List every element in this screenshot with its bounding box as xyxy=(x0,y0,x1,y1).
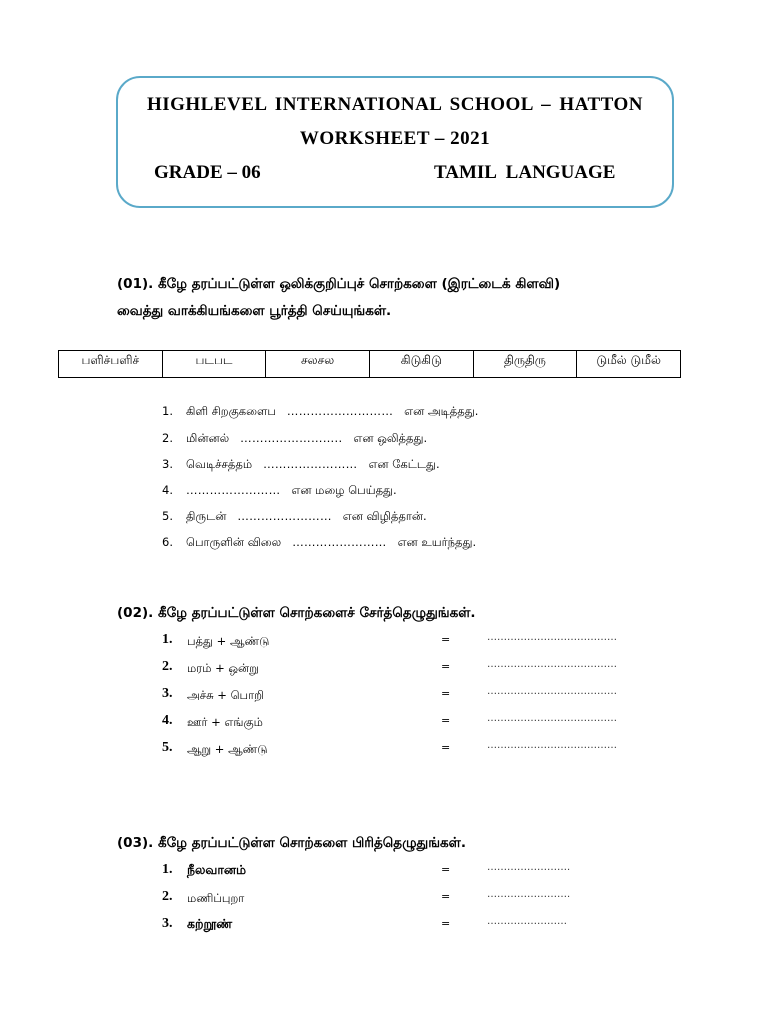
sentence-item xyxy=(162,535,476,551)
blank-dots[interactable]: …………………….. xyxy=(240,431,343,445)
item-word: மணிப்புறா xyxy=(187,891,245,905)
blank-dots[interactable]: …………………… xyxy=(237,509,332,523)
item-number: 3. xyxy=(162,686,173,701)
word-bank-table xyxy=(58,350,681,378)
word-bank-cell: கிடுகிடு xyxy=(369,351,473,378)
q3-heading: (03). கீழே தரப்பட்டுள்ள சொற்களை பிரித்தெழுதுங்கள். xyxy=(117,835,466,851)
equals-sign: = xyxy=(441,890,451,903)
sentence-before: திருடன் xyxy=(186,509,227,523)
answer-blank[interactable]: ……………………. xyxy=(487,862,571,873)
answer-blank[interactable]: ………………………………… xyxy=(487,740,617,751)
sentence-after: என உயர்ந்தது. xyxy=(397,535,477,549)
sentence-number: 4. xyxy=(162,483,173,497)
equals-sign: = xyxy=(441,917,451,930)
blank-dots[interactable]: …………………… xyxy=(292,535,387,549)
word-bank-cell: டுமீல் டுமீல் xyxy=(577,351,681,378)
sentence-item xyxy=(162,483,397,499)
equals-sign: = xyxy=(441,714,451,727)
item-number: 4. xyxy=(162,713,173,728)
item-number: 2. xyxy=(162,889,173,904)
equals-sign: = xyxy=(441,741,451,754)
school-name: HIGHLEVEL INTERNATIONAL SCHOOL – HATTON xyxy=(146,94,644,115)
sentence-before: மின்னல் xyxy=(186,431,230,445)
blank-dots[interactable]: …………………… xyxy=(263,457,358,471)
item-number: 2. xyxy=(162,659,173,674)
sentence-after: என விழித்தான். xyxy=(342,509,427,523)
item-number: 1. xyxy=(162,862,173,877)
sentence-item xyxy=(162,509,427,525)
subject-label: TAMIL LANGUAGE xyxy=(434,162,616,183)
sentence-number: 3. xyxy=(162,457,173,471)
item-words: அச்சு + பொறி xyxy=(187,688,265,702)
answer-blank[interactable]: ………………………………… xyxy=(487,632,617,643)
sentence-after: என அடித்தது. xyxy=(404,404,479,418)
sentence-before: பொருளின் விலை xyxy=(186,535,282,549)
answer-blank[interactable]: ………………………………… xyxy=(487,659,617,670)
equals-sign: = xyxy=(441,660,451,673)
sentence-item xyxy=(162,431,427,447)
item-word: நீலவானம் xyxy=(187,862,247,877)
item-number: 5. xyxy=(162,740,173,755)
item-words: ஊர் + எங்கும் xyxy=(187,715,263,729)
sentence-number: 1. xyxy=(162,404,173,418)
sentence-number: 5. xyxy=(162,509,173,523)
sentence-number: 2. xyxy=(162,431,173,445)
item-number: 3. xyxy=(162,916,173,931)
word-bank-cell: பளிச்பளிச் xyxy=(59,351,163,378)
word-bank-cell: சலசல xyxy=(266,351,370,378)
item-word: கற்றூண் xyxy=(187,916,233,931)
answer-blank[interactable]: ………………………………… xyxy=(487,713,617,724)
blank-dots[interactable]: ……………………… xyxy=(286,404,394,418)
q1-heading-line2: வைத்து வாக்கியங்களை பூர்த்தி செய்யுங்கள். xyxy=(117,303,392,319)
sentence-after: என கேட்டது. xyxy=(368,457,440,471)
grade-label: GRADE – 06 xyxy=(154,162,261,183)
answer-blank[interactable]: ……………………. xyxy=(487,889,571,900)
sentence-before: வெடிச்சத்தம் xyxy=(186,457,253,471)
sentence-after: என ஒலித்தது. xyxy=(353,431,428,445)
answer-blank[interactable]: …………………… xyxy=(487,916,567,927)
sentence-number: 6. xyxy=(162,535,173,549)
header-box xyxy=(116,76,674,208)
equals-sign: = xyxy=(441,687,451,700)
word-bank-cell: திருதிரு xyxy=(473,351,577,378)
item-words: பத்து + ஆண்டு xyxy=(187,634,270,648)
word-bank-cell: படபட xyxy=(162,351,266,378)
item-words: மரம் + ஒன்று xyxy=(187,661,259,675)
equals-sign: = xyxy=(441,633,451,646)
answer-blank[interactable]: ………………………………… xyxy=(487,686,617,697)
equals-sign: = xyxy=(441,863,451,876)
sentence-after: என மழை பெய்தது. xyxy=(291,483,397,497)
q2-heading: (02). கீழே தரப்பட்டுள்ள சொற்களைச் சேர்த்தெழுதுங்கள். xyxy=(117,605,476,621)
sentence-item xyxy=(162,404,478,420)
worksheet-title: WORKSHEET – 2021 xyxy=(299,128,491,149)
q1-heading-line1: (01). கீழே தரப்பட்டுள்ள ஒலிக்குறிப்புச் சொற்களை (இரட்டைக் கிளவி) xyxy=(117,276,561,292)
item-number: 1. xyxy=(162,632,173,647)
blank-dots[interactable]: …………………… xyxy=(186,483,281,497)
item-words: ஆறு + ஆண்டு xyxy=(187,742,268,756)
sentence-before: கிளி சிறகுகளைப xyxy=(186,404,276,418)
sentence-item xyxy=(162,457,440,473)
